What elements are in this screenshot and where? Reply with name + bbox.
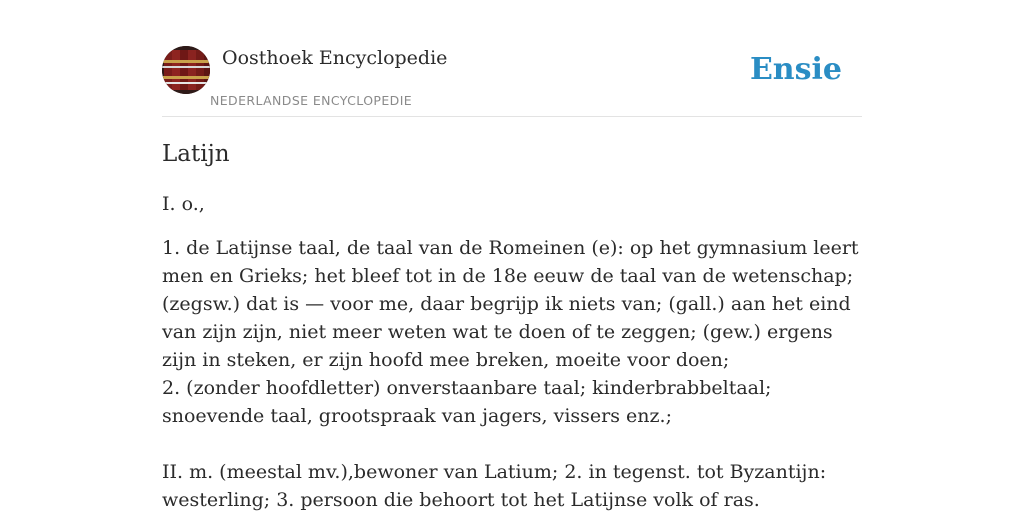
entry-title: Latijn bbox=[162, 141, 230, 167]
entry-content bbox=[162, 138, 862, 512]
brand-logo-link[interactable]: Ensie bbox=[749, 52, 842, 87]
definition-sense-2: 2. (zonder hoofdletter) onverstaanbare taal; kinderbrabbeltaal; snoevende taal, grootspraak van jagers, vissers enz.; bbox=[162, 377, 772, 427]
definition-sense-1: 1. de Latijnse taal, de taal van de Romeinen (e): op het gymnasium leert men en Grieks; het bleef tot in de 18e eeuw de taal van de wetenschap; (zegsw.) dat is — voor me, daar begrijp ik niets van; (gall.) aan het eind van zijn zijn, niet meer weten wat te doen of te zeggen; (gew.) ergens zijn in steken, er zijn hoofd mee breken, moeite voor doen; bbox=[162, 237, 859, 371]
site-title-link[interactable]: Oosthoek Encyclopedie bbox=[222, 47, 448, 69]
definition-part-2: II. m. (meestal mv.),bewoner van Latium; 2. in tegenst. tot Byzantijn: westerling; 3. persoon die behoort tot het Latijnse volk of ras. bbox=[162, 461, 827, 511]
paragraph-gap bbox=[162, 430, 862, 458]
entry-definition bbox=[162, 234, 862, 512]
site-header bbox=[162, 46, 862, 117]
site-subtitle: NEDERLANDSE ENCYCLOPEDIE bbox=[210, 93, 413, 108]
entry-grammar-head: I. o., bbox=[162, 193, 205, 215]
encyclopedia-books-icon bbox=[162, 46, 210, 94]
site-logo[interactable] bbox=[162, 46, 210, 94]
